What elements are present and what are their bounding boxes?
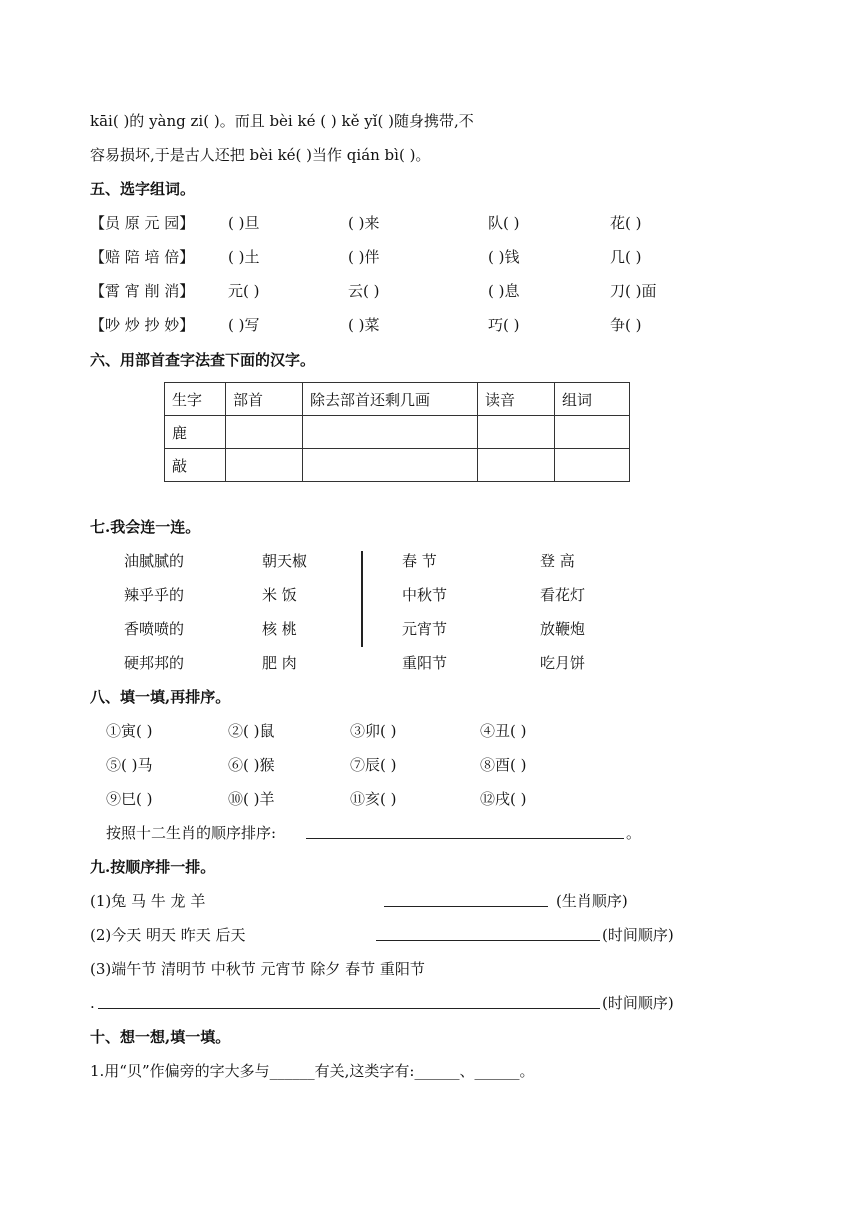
s5-blank: 刀( )面 <box>610 282 657 300</box>
table-cell[interactable] <box>555 449 630 482</box>
match-item[interactable]: 核 桃 <box>262 620 297 638</box>
table-cell[interactable] <box>478 449 555 482</box>
table-header-cell: 读音 <box>478 383 555 416</box>
zodiac-order-answer-line[interactable] <box>306 838 624 839</box>
zodiac-item: ⑧酉( ) <box>480 756 527 774</box>
match-item[interactable]: 春 节 <box>402 552 437 570</box>
section-7-title: 七.我会连一连。 <box>90 518 201 536</box>
match-item[interactable]: 香喷喷的 <box>124 620 185 638</box>
table-header-cell: 除去部首还剩几画 <box>303 383 478 416</box>
s5-blank: 争( ) <box>610 316 642 334</box>
think-question-1: 1.用“贝”作偏旁的字大多与______有关,这类字有:______、______。 <box>90 1062 535 1080</box>
zodiac-order-end: 。 <box>626 824 642 842</box>
s5-blank: ( )伴 <box>348 248 380 266</box>
s5-blank: 元( ) <box>228 282 260 300</box>
s5-blank: 云( ) <box>348 282 380 300</box>
zodiac-item: ⑦辰( ) <box>350 756 397 774</box>
table-header-row <box>165 383 630 416</box>
s5-group: 【霄 宵 削 消】 <box>90 282 195 300</box>
s5-blank: ( )息 <box>488 282 520 300</box>
match-item[interactable]: 吃月饼 <box>540 654 586 672</box>
s5-blank: 几( ) <box>610 248 642 266</box>
zodiac-item: ⑩( )羊 <box>228 790 275 808</box>
order-question-3: (3)端午节 清明节 中秋节 元宵节 除夕 春节 重阳节 <box>90 960 425 978</box>
table-cell[interactable] <box>226 449 303 482</box>
intro-line-2: 容易损坏,于是古人还把 bèi ké( )当作 qián bì( )。 <box>90 146 431 164</box>
order-question-3-tail: (时间顺序) <box>602 994 674 1012</box>
s5-blank: ( )菜 <box>348 316 380 334</box>
s5-group: 【赔 陪 培 倍】 <box>90 248 195 266</box>
order-question-2-tail: (时间顺序) <box>602 926 674 944</box>
section-6-title: 六、用部首查字法查下面的汉字。 <box>90 351 316 369</box>
s5-group: 【员 原 元 园】 <box>90 214 195 232</box>
table-row <box>165 449 630 482</box>
zodiac-order-label: 按照十二生肖的顺序排序: <box>106 824 277 842</box>
s5-blank: ( )旦 <box>228 214 260 232</box>
table-cell[interactable] <box>555 416 630 449</box>
table-row <box>165 416 630 449</box>
table-cell: 敲 <box>165 449 226 482</box>
match-item[interactable]: 放鞭炮 <box>540 620 586 638</box>
radical-lookup-table <box>164 382 630 482</box>
table-cell[interactable] <box>303 416 478 449</box>
section-8-title: 八、填一填,再排序。 <box>90 688 231 706</box>
section-5-title: 五、选字组词。 <box>90 180 196 198</box>
match-item[interactable]: 看花灯 <box>540 586 586 604</box>
zodiac-item: ②( )鼠 <box>228 722 275 740</box>
match-item[interactable]: 中秋节 <box>402 586 448 604</box>
order-question-2: (2)今天 明天 昨天 后天 <box>90 926 246 944</box>
zodiac-item: ⑤( )马 <box>106 756 153 774</box>
s5-blank: ( )来 <box>348 214 380 232</box>
s5-blank: ( )钱 <box>488 248 520 266</box>
order-answer-line-3[interactable] <box>98 1008 600 1009</box>
order-question-3-lead: . <box>90 994 95 1012</box>
table-cell[interactable] <box>226 416 303 449</box>
order-question-1: (1)兔 马 牛 龙 羊 <box>90 892 206 910</box>
zodiac-item: ③卯( ) <box>350 722 397 740</box>
match-item[interactable]: 肥 肉 <box>262 654 297 672</box>
s5-group: 【吵 炒 抄 妙】 <box>90 316 195 334</box>
table-cell[interactable] <box>303 449 478 482</box>
table-header-cell: 生字 <box>165 383 226 416</box>
zodiac-item: ⑨巳( ) <box>106 790 153 808</box>
s5-blank: 花( ) <box>610 214 642 232</box>
table-cell[interactable] <box>478 416 555 449</box>
s5-blank: 队( ) <box>488 214 520 232</box>
match-item[interactable]: 朝天椒 <box>262 552 308 570</box>
match-item[interactable]: 重阳节 <box>402 654 448 672</box>
match-item[interactable]: 辣乎乎的 <box>124 586 185 604</box>
table-header-cell: 组词 <box>555 383 630 416</box>
order-answer-line-2[interactable] <box>376 940 600 941</box>
match-item[interactable]: 油腻腻的 <box>124 552 185 570</box>
zodiac-item: ⑫戌( ) <box>480 790 527 808</box>
section-10-title: 十、想一想,填一填。 <box>90 1028 231 1046</box>
zodiac-item: ④丑( ) <box>480 722 527 740</box>
match-item[interactable]: 登 高 <box>540 552 575 570</box>
s5-blank: ( )写 <box>228 316 260 334</box>
zodiac-item: ①寅( ) <box>106 722 153 740</box>
table-cell: 鹿 <box>165 416 226 449</box>
order-question-1-tail: (生肖顺序) <box>556 892 628 910</box>
intro-line-1: kāi( )的 yàng zi( )。而且 bèi ké ( ) kě yǐ( )随身携带,不 <box>90 112 474 130</box>
match-item[interactable]: 元宵节 <box>402 620 448 638</box>
table-header-cell: 部首 <box>226 383 303 416</box>
zodiac-item: ⑪亥( ) <box>350 790 397 808</box>
match-item[interactable]: 硬邦邦的 <box>124 654 185 672</box>
zodiac-item: ⑥( )猴 <box>228 756 275 774</box>
s5-blank: ( )土 <box>228 248 260 266</box>
s5-blank: 巧( ) <box>488 316 520 334</box>
match-item[interactable]: 米 饭 <box>262 586 297 604</box>
section-9-title: 九.按顺序排一排。 <box>90 858 216 876</box>
order-answer-line-1[interactable] <box>384 906 548 907</box>
match-divider <box>361 551 363 647</box>
